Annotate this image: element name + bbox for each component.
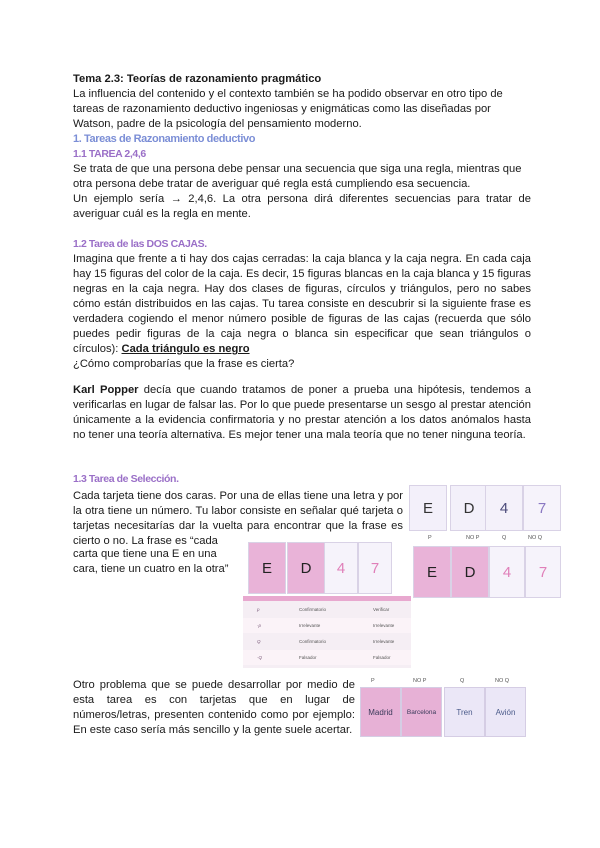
table-cell: Falsador	[373, 655, 391, 660]
card-right-e: E	[413, 546, 451, 598]
popper-text: decía que cuando tratamos de poner a prueba una hipótesis, tendemos a verificarlas en lugar de falsar las. Por lo que puede presentarse un sesgo al prestar atención únicamente a la evidencia confirmatoria y no prestar atención a los datos anómalos hasta no tener una teoría alternativa. Es mejor tener una mala teoría que no tener ninguna teoría.	[73, 384, 531, 441]
table-cell: Confirmatorio	[299, 607, 327, 612]
intro-paragraph: La influencia del contenido y el contexto también se ha podido observar en otro tipo de tareas de razonamiento deductivo ingeniosas y enigmáticas como las diseñadas por Watson, padre de la psicología del pensamiento moderno.	[73, 88, 503, 130]
table-cell: Irrelevante	[373, 623, 395, 628]
table-cell: Verificar	[373, 607, 390, 612]
content-task-paragraph	[73, 678, 355, 738]
table-cell: Falsador	[299, 655, 317, 660]
section-1-2-heading: 1.2 Tarea de las DOS CAJAS.	[73, 238, 207, 250]
table-row	[243, 618, 411, 633]
card-label-no-p: NO P	[466, 535, 480, 541]
card-right-4: 4	[489, 546, 525, 598]
selection-rule-quote	[73, 547, 238, 577]
task-246-example: Un ejemplo sería → 2,4,6. La otra persona dirá diferentes secuencias para tratar de averiguar cuál es la regla en mente.	[73, 193, 531, 220]
card-madrid: Madrid	[360, 687, 401, 737]
two-boxes-question: ¿Cómo comprobarías que la frase es cierta?	[73, 358, 295, 370]
card-avion: Avión	[485, 687, 526, 737]
section-1-1-heading: 1.1 TAREA 2,4,6	[73, 148, 146, 160]
card-tren: Tren	[444, 687, 485, 737]
table-cell: Q	[257, 639, 261, 644]
card-mid-7: 7	[358, 542, 392, 594]
card-label-q: Q	[502, 535, 507, 541]
card-mid-d: D	[287, 542, 325, 594]
selection-task-section	[73, 472, 403, 549]
table-cell: -Q	[257, 655, 262, 660]
city-label-no-q: NO Q	[495, 678, 510, 684]
selection-results-table	[243, 596, 411, 668]
card-right-d: D	[451, 546, 489, 598]
card-label-p: P	[428, 535, 432, 541]
page-title: Tema 2.3: Teorías de razonamiento pragmático	[73, 73, 322, 85]
two-boxes-text: Imagina que frente a ti hay dos cajas cerradas: la caja blanca y la caja negra. En cada caja hay 15 figuras del color de la caja. Es decir, 15 figuras blancas en la caja blanca y 15 figuras negras en la caja negra. Hay dos clases de figuras, círculos y triángulos, pero no sabes cómo están distribuidos en las cajas. Tu tarea consiste en descubrir si la siguiente frase es verdadera cogiendo el menor número posible de figuras de las cajas (recuerda que sólo puedes pedir figuras de la caja negra o blanca sin especificar que sean triángulos o círculos):	[73, 253, 531, 355]
selection-rule-text: carta que tiene una E en una cara, tiene un cuatro en la otra”	[73, 548, 229, 575]
card-right-7: 7	[525, 546, 561, 598]
popper-paragraph	[73, 383, 531, 443]
popper-name: Karl Popper	[73, 384, 139, 396]
table-row	[243, 634, 411, 649]
card-mid-4: 4	[324, 542, 358, 594]
table-cell: -p	[257, 623, 262, 628]
table-cell: p	[257, 607, 260, 612]
two-boxes-section	[73, 237, 531, 372]
table-cell: Confirmatorio	[299, 639, 327, 644]
card-top-4: 4	[485, 485, 523, 531]
two-boxes-statement: Cada triángulo es negro	[121, 343, 250, 355]
table-row	[243, 650, 411, 665]
city-label-no-p: NO P	[413, 678, 427, 684]
table-cell: Irrelevante	[373, 639, 395, 644]
table-row	[243, 602, 411, 617]
intro-section	[73, 72, 531, 222]
card-mid-e: E	[248, 542, 286, 594]
city-label-q: Q	[460, 678, 465, 684]
content-task-text: Otro problema que se puede desarrollar por medio de esta tarea es con tarjetas que en lugar de números/letras, presenten contenido como por ejemplo: En este caso sería más sencillo y la gente suele acertar.	[73, 679, 355, 736]
task-246-paragraph: Se trata de que una persona debe pensar una secuencia que siga una regla, mientras que otra persona debe tratar de averiguar qué regla está cumpliendo esa secuencia.	[73, 163, 522, 190]
card-label-no-q: NO Q	[528, 535, 543, 541]
two-boxes-paragraph	[73, 252, 531, 357]
selection-task-paragraph: Cada tarjeta tiene dos caras. Por una de ellas tiene una letra y por la otra tiene un número. Tu labor consiste en señalar qué tarjeta o tarjetas necesitarías dar la vuelta para encontrar que la frase es cierto o no. La frase es “cada	[73, 490, 403, 547]
card-barcelona: Barcelona	[401, 687, 442, 737]
card-top-d: D	[450, 485, 488, 531]
table-cell: Irrelevante	[299, 623, 321, 628]
city-label-p: P	[371, 678, 375, 684]
card-top-e: E	[409, 485, 447, 531]
section-1-heading: 1. Tareas de Razonamiento deductivo	[73, 133, 256, 145]
table-header-bar	[243, 596, 411, 601]
card-top-7: 7	[523, 485, 561, 531]
section-1-3-heading: 1.3 Tarea de Selección.	[73, 473, 179, 485]
